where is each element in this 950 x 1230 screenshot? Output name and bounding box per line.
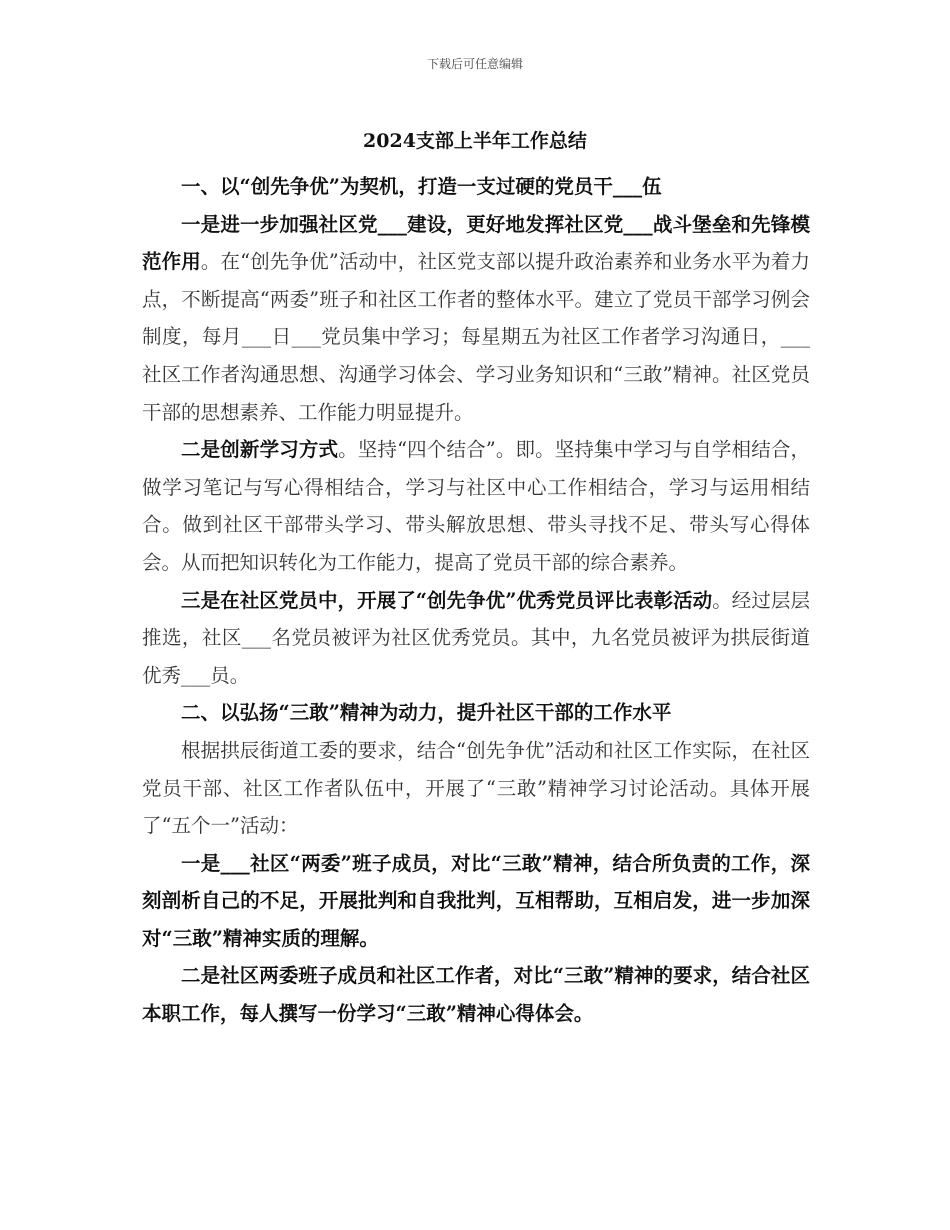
paragraph-text: 根据拱辰街道工委的要求，结合“创先争优”活动和社区工作实际，在社区党员干部、社区工作者队伍中，开展了“三敢”精神学习讨论活动。具体开展了“五个一”活动： bbox=[142, 738, 810, 838]
paragraph-5: 一是___社区“两委”班子成员，对比“三敢”精神，结合所负责的工作，深刻剖析自己的不足，开展批判和自我批判，互相帮助，互相启发，进一步加深对“三敢”精神实质的理解。 bbox=[142, 851, 810, 950]
paragraph-text: 。经过层层推选，社区___名党员被评为社区优秀党员。其中，九名党员被评为拱辰街道优秀___员。 bbox=[142, 588, 810, 687]
document-title: 2024支部上半年工作总结 bbox=[363, 130, 587, 152]
paragraph-1 bbox=[142, 206, 810, 432]
paragraph-3 bbox=[142, 582, 810, 695]
paragraph-lead: 三是在社区党员中，开展了“创先争优”优秀党员评比表彰活动 bbox=[181, 588, 713, 612]
section-heading-1: 一、以“创先争优”为契机，打造一支过硬的党员干___伍 bbox=[181, 175, 662, 198]
paragraph-6: 二是社区两委班子成员和社区工作者，对比“三敢”精神的要求，结合社区本职工作，每人撰写一份学习“三敢”精神心得体会。 bbox=[142, 964, 810, 1026]
header-note: 下载后可任意编辑 bbox=[426, 57, 523, 71]
paragraph-lead: 二是创新学习方式 bbox=[181, 438, 339, 462]
document-body bbox=[142, 168, 810, 1033]
paragraph-text: 。在“创先争优”活动中，社区党支部以提升政治素养和业务水平为着力点，不断提高“两委”班子和社区工作者的整体水平。建立了党员干部学习例会制度，每月___日___党员集中学习；每星期五为社区工作者学习沟通日，___社区工作者沟通思想、沟通学习体会、学习业务知识和“三敢”精神。社区党员干部的思想素养、工作能力明显提升。 bbox=[142, 250, 810, 424]
paragraph-text: 。坚持“四个结合”。即。坚持集中学习与自学相结合，做学习笔记与写心得相结合，学习与社区中心工作相结合，学习与运用相结合。做到社区干部带头学习、带头解放思想、带头寻找不足、带头写心得体会。从而把知识转化为工作能力，提高了党员干部的综合素养。 bbox=[142, 438, 810, 574]
paragraph-4 bbox=[142, 732, 810, 845]
section-heading-2: 二、以弘扬“三敢”精神为动力，提升社区干部的工作水平 bbox=[181, 701, 672, 725]
paragraph-lead: 一是进一步加强社区党___建设，更好地发挥社区党___战斗堡垒和先锋模范作用 bbox=[142, 212, 810, 274]
paragraph-2 bbox=[142, 431, 810, 581]
